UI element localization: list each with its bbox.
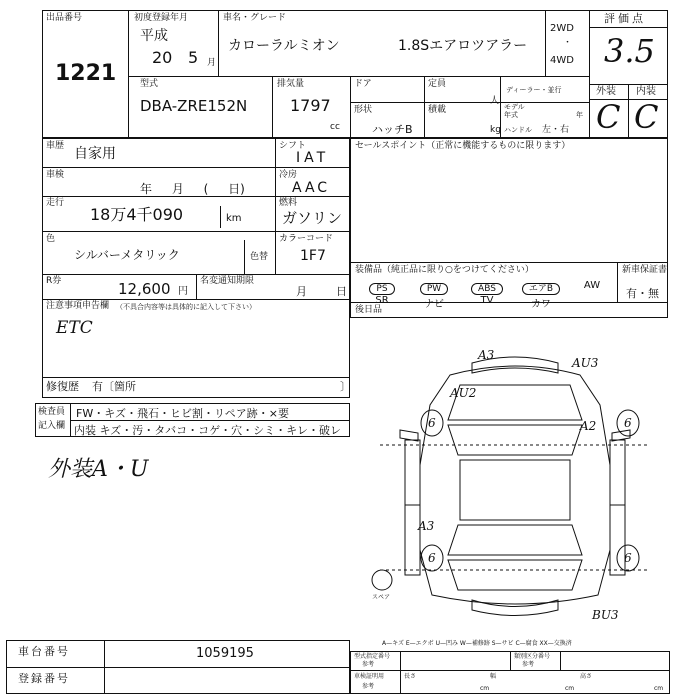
car-grade: 1.8Sエアロツアラー <box>398 38 528 54</box>
cert-width: 幅 <box>490 673 497 680</box>
handle-value: 左・右 <box>542 125 570 135</box>
rating-score: 3.5 <box>604 32 655 70</box>
header-grid <box>42 10 668 138</box>
shift-label: シフト <box>279 141 307 151</box>
spare-tire <box>372 570 392 590</box>
recycle-unit: 円 <box>178 286 188 297</box>
interior-label: 内装 <box>636 86 656 97</box>
after-parts-label: 後日品 <box>355 305 383 315</box>
name-change-month: 月 <box>296 285 307 298</box>
model-value: DBA-ZRE152N <box>140 97 248 115</box>
trunk <box>448 560 582 590</box>
recycle-label: R券 <box>46 276 62 286</box>
windshield <box>448 425 582 455</box>
cert-width-unit: cm <box>565 685 575 692</box>
tire-label-fr: 6 <box>624 416 632 430</box>
car-name: カローラルミオン <box>228 38 340 54</box>
cert-length: 長さ <box>404 673 417 680</box>
equip-pw: PW ナビ <box>409 276 459 310</box>
inspector-row1: FW・キズ・飛石・ヒビ割・リペア跡・×要 <box>76 407 289 420</box>
class-spec-label: 類別区分番号 <box>514 653 551 660</box>
sales-point-label: セールスポイント（正常に機能するものに限ります） <box>355 141 571 151</box>
notes-sub: （不具合内容等は具体的に記入して下さい） <box>116 303 256 311</box>
history-value: 自家用 <box>74 146 116 162</box>
shift-value: IAT <box>296 150 330 166</box>
model-year-label1: モデル <box>504 103 525 111</box>
dealer-text: ディーラー・並行 <box>506 86 562 94</box>
inspector-label1: 検査員 <box>38 407 66 417</box>
car-body-outline <box>420 366 610 604</box>
drive-4wd: 4WD <box>550 55 574 66</box>
handwritten-note: 外装A・U <box>48 457 149 482</box>
repair-value: 有〔箇所 <box>92 380 136 393</box>
name-change-day: 日 <box>336 285 347 298</box>
damage-legend: A—キズ E—エクボ U—凹み W—補修跡 S—サビ C—腐食 XX—交換済 <box>382 640 572 647</box>
drive-2wd: 2WD <box>550 23 574 34</box>
equip-ps: PS SR <box>357 276 407 306</box>
mileage-unit: km <box>226 213 242 224</box>
cert-label: 車検証明用 <box>354 673 385 680</box>
left-side <box>405 440 420 575</box>
details-left <box>42 138 350 398</box>
notes-value: ETC <box>56 318 93 338</box>
exterior-label: 外装 <box>596 86 616 97</box>
equip-abs: ABS TV <box>461 276 513 306</box>
model-year-label2: 年式 <box>504 111 518 119</box>
aircon-value: AAC <box>292 180 331 196</box>
first-reg-era: 平成 <box>140 28 168 44</box>
load-label: 積載 <box>428 105 447 115</box>
first-reg-month: 5 <box>188 48 199 67</box>
fuel-value: ガソリン <box>282 209 343 227</box>
color-label: 色 <box>46 234 56 244</box>
color-code-label: カラーコード <box>279 234 334 244</box>
engine-value: 1797 <box>290 96 331 115</box>
first-reg-year: 20 <box>152 48 173 67</box>
color-value: シルバーメタリック <box>74 248 180 262</box>
equip-leather: カワ <box>531 299 551 310</box>
tire-label-rl: 6 <box>428 551 436 565</box>
first-reg-label: 初度登録年月 <box>134 13 189 23</box>
handle-label: ハンドル <box>504 126 532 134</box>
body-shape-label: 形状 <box>354 105 373 115</box>
warranty-value: 有・無 <box>626 287 659 300</box>
tire-label-fl: 6 <box>428 416 436 430</box>
warranty-label: 新車保証書 <box>622 265 668 275</box>
body-shape-value: ハッチB <box>372 123 413 136</box>
spare-label: スペア <box>372 594 391 601</box>
model-year-unit: 年 <box>576 111 583 119</box>
lot-label: 出品番号 <box>46 13 83 23</box>
notes-label: 注意事項申告欄 <box>46 301 110 311</box>
capacity-label: 定員 <box>428 79 447 89</box>
drive-dot: ・ <box>563 38 573 48</box>
engine-label: 排気量 <box>277 79 305 89</box>
mark-a2-right: A2 <box>580 419 597 433</box>
lot-number: 1221 <box>55 61 117 86</box>
mark-au3-front: AU3 <box>572 356 599 370</box>
rear-window <box>448 525 582 555</box>
equipment-label: 装備品（純正品に限り○をつけてください） <box>355 265 534 275</box>
equip-navi: ナビ <box>424 299 444 310</box>
interior-grade: C <box>634 98 659 136</box>
repair-label: 修復歴 <box>46 380 79 393</box>
model-label: 型式 <box>140 79 159 89</box>
color-change-label: 色替 <box>250 252 269 262</box>
cert-ref: 参考 <box>362 683 375 690</box>
inspection-label: 車検 <box>46 170 65 180</box>
tire-label-rr: 6 <box>624 551 632 565</box>
registration-label: 登録番号 <box>18 672 70 685</box>
mileage-label: 走行 <box>46 198 65 208</box>
cert-length-unit: cm <box>480 685 490 692</box>
exterior-grade: C <box>596 98 621 136</box>
equip-airbag: エアB カワ <box>515 276 567 310</box>
first-reg-month-unit: 月 <box>207 58 217 68</box>
cert-height: 高さ <box>580 673 593 680</box>
equip-sr: SR <box>375 295 389 306</box>
color-code-value: 1F7 <box>300 248 326 264</box>
name-change-label: 名変通知期限 <box>200 276 255 286</box>
chassis-label: 車台番号 <box>18 645 70 658</box>
class-spec-ref: 参考 <box>522 661 535 668</box>
inspector-label2: 記入欄 <box>38 421 66 431</box>
mark-bu3-rear: BU3 <box>592 608 619 622</box>
chassis-value: 1059195 <box>196 646 254 661</box>
fuel-label: 燃料 <box>279 198 298 208</box>
car-diagram <box>360 345 670 630</box>
mark-a3-front: A3 <box>478 348 495 362</box>
engine-unit: cc <box>330 122 340 132</box>
history-label: 車歴 <box>46 141 65 151</box>
car-name-label: 車名・グレード <box>223 13 287 23</box>
aircon-label: 冷房 <box>279 170 298 180</box>
equip-tv: TV <box>480 295 494 306</box>
mileage-value: 18万4千090 <box>90 205 184 224</box>
capacity-unit: 人 <box>490 96 500 106</box>
type-spec-ref: 参考 <box>362 661 375 668</box>
type-spec-label: 型式指定番号 <box>354 653 391 660</box>
load-unit: kg <box>490 125 501 135</box>
door-label: ドア <box>354 79 372 89</box>
inspector-row2: 内装 キズ・汚・タバコ・コゲ・穴・シミ・キレ・破レ <box>74 424 342 437</box>
roof <box>460 460 570 520</box>
equip-aw: AW <box>583 280 601 291</box>
recycle-value: 12,600 <box>118 280 171 298</box>
mark-au2-left: AU2 <box>450 386 477 400</box>
mark-a3-left: A3 <box>418 519 435 533</box>
inspection-value: 年 月 ( 日) <box>140 182 245 196</box>
repair-close: 〕 <box>340 380 351 393</box>
rating-label: 評価点 <box>604 12 646 25</box>
cert-height-unit: cm <box>654 685 664 692</box>
